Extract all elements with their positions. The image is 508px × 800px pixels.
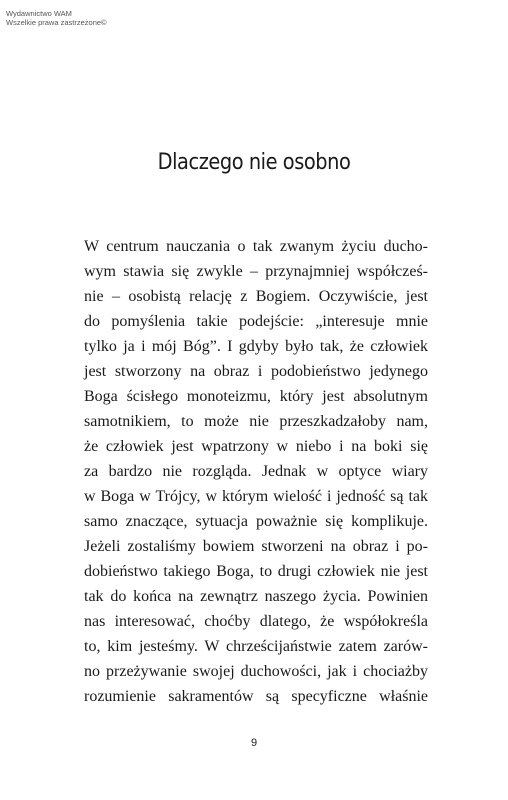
text-line: Jeżeli zostaliśmy bowiem stworzeni na obraz i po- (84, 538, 428, 555)
text-line: rozumienie sakramentów są specyficzne właśnie (84, 688, 428, 705)
text-line: tylko ja i mój Bóg”. I gdyby było tak, że człowiek (84, 338, 428, 355)
text-line: nie – osobistą relację z Bogiem. Oczywiście, jest (84, 288, 428, 305)
page-number: 9 (250, 737, 258, 749)
text-line: samotnikiem, to może nie przeszkadzałoby nam, (84, 413, 428, 430)
text-line: za bardzo nie rozgląda. Jednak w optyce wiary (84, 463, 428, 480)
body-text (84, 234, 428, 709)
text-line: W centrum nauczania o tak zwanym życiu ducho- (84, 238, 428, 255)
text-line: to, kim jesteśmy. W chrześcijaństwie zatem zarów- (84, 638, 428, 655)
text-line: do pomyślenia takie podejście: „interesuje mnie (84, 313, 428, 330)
publisher-watermark (6, 9, 107, 27)
text-line: Boga ścisłego monoteizmu, który jest absolutnym (84, 388, 428, 405)
text-line: jest stworzony na obraz i podobieństwo jedynego (84, 363, 428, 380)
text-line: samo znaczące, sytuacja poważnie się komplikuje. (84, 513, 428, 530)
text-line: wym stawia się zwykle – przynajmniej współcześ- (84, 263, 428, 280)
text-line: w Boga w Trójcy, w którym wielość i jedność są tak (84, 488, 428, 505)
chapter-title: Dlaczego nie osobno (157, 150, 351, 175)
watermark-publisher: Wydawnictwo WAM (6, 9, 72, 18)
text-line: dobieństwo takiego Boga, to drugi człowiek nie jest (84, 563, 428, 580)
text-line: no przeżywanie swojej duchowości, jak i chociażby (84, 663, 428, 680)
text-line: nas interesować, choćby dlatego, że współokreśla (84, 613, 428, 630)
watermark-copyright: Wszelkie prawa zastrzeżone© (6, 18, 107, 27)
text-line: że człowiek jest wpatrzony w niebo i na boki się (84, 438, 428, 455)
text-line: tak do końca na zewnątrz naszego życia. Powinien (84, 588, 428, 605)
